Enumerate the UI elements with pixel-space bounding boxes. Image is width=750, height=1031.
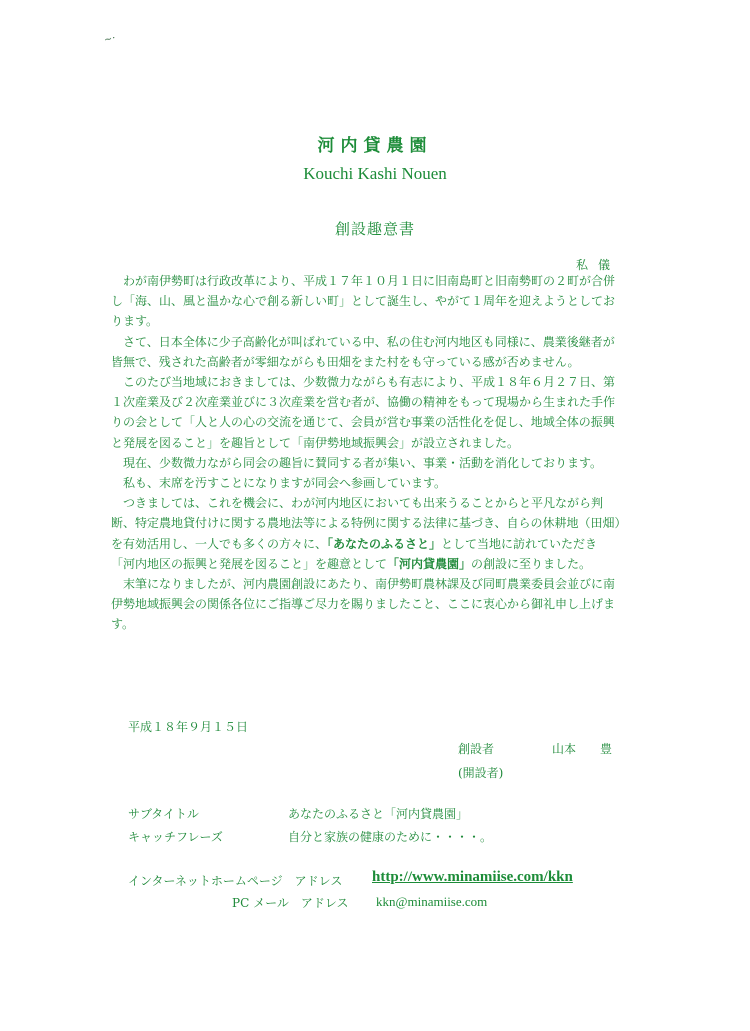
document-title-jp: 河内貸農園 [317,136,433,156]
paragraph-4: 現在、少数微力ながら同会の趣旨に賛同する者が集い、事業・活動を消化しております。 [123,455,603,470]
founder-sub-label: (開設者) [458,766,504,780]
body-text [111,271,621,635]
catchphrase-label: キャッチフレーズ [128,830,223,844]
paragraph-6-text-c: として当地に訪れていただき「河内地区の振興と発展を図ること」を趣意として [111,536,598,571]
paragraph-3: このたび当地域におきましては、少数微力ながらも有志により、平成１８年６月２７日、第１次産業及び２次産業並びに３次産業を営む者が、協働の精神をもって現場から生まれた手作りの会として「人と人の心の交流を通じて、会員が営む事業の活性化を促し、地域全体の振興と発展を図ること」を趣旨として「南伊勢地域振興会」が設立されました。 [111,375,616,450]
paragraph-6-emphasis-furusato: 「あなたのふるさと」 [327,536,442,551]
founder-label: 創設者 [458,742,495,756]
homepage-link[interactable]: http://www.minamiise.com/kkn [372,869,573,885]
document-date: 平成１８年９月１５日 [128,720,249,734]
subtitle-label: サブタイトル [128,807,199,821]
mail-label: PC メール アドレス [232,896,349,910]
homepage-label: インターネットホームページ アドレス [128,874,343,888]
paragraph-2: さて、日本全体に少子高齢化が叫ばれている中、私の住む河内地区も同様に、農業後継者が皆無で、残された高齢者が零細ながらも田畑をまた村をも守っている感が否めません。 [111,334,615,369]
paragraph-6-emphasis-farm-name: 「河内貸農園」 [387,556,472,571]
paragraph-5: 私も、末席を汚すことになりますが同会へ参画しています。 [123,476,447,491]
paragraph-6-text-e: の創設に至りました。 [471,556,592,571]
catchphrase-value: 自分と家族の健康のために・・・・。 [288,830,493,844]
founder-name: 山本 豊 [552,742,613,756]
document-title-en: Kouchi Kashi Nouen [303,164,447,183]
paragraph-6-text-a: つきましては、これを機会に、わが河内地区においても出来うることからと平凡ながら判断、特定農地貸付けに関する農地法等による特例に関する法律に基づき、自らの休耕地（田畑）を有効活用し、一人でも多くの方々に、 [111,496,621,551]
mail-address[interactable]: kkn@minamiise.com [376,894,488,909]
document-subtitle: 創設趣意書 [334,220,415,238]
paragraph-6 [111,493,621,574]
paragraph-1: わが南伊勢町は行政改革により、平成１７年１０月１日に旧南島町と旧南勢町の２町が合併し「海、山、風と温かな心で創る新しい町」として誕生し、やがて１周年を迎えようとしております。 [111,274,616,329]
subtitle-value: あなたのふるさと「河内貸農園」 [288,807,469,821]
paragraph-7: 末筆になりましたが、河内農園創設にあたり、南伊勢町農林課及び同町農業委員会並びに南伊勢地域振興会の関係各位にご指導ご尽力を賜りましたこと、ここに衷心から御礼申し上げます。 [111,577,616,632]
scan-mark: ~· [102,32,117,47]
author-self-reference: 私儀 [576,258,621,272]
